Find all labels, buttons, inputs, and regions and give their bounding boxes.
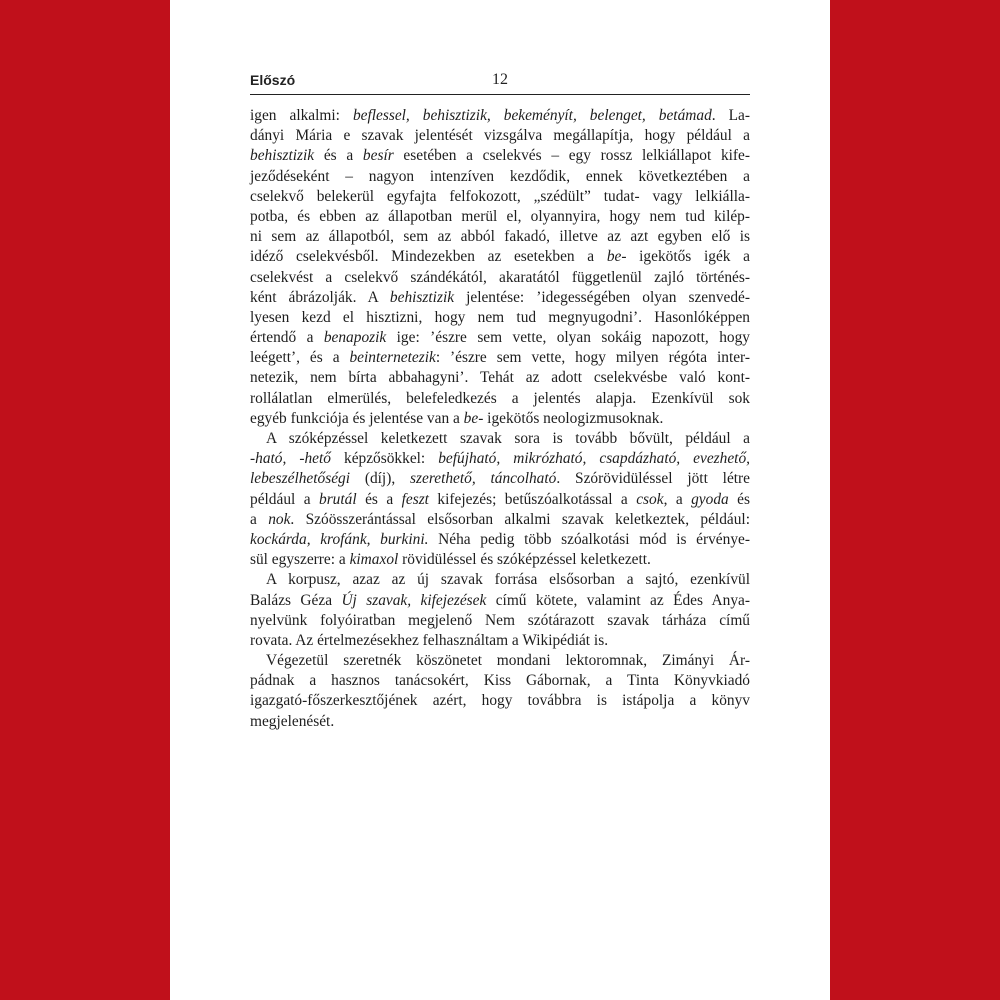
text-line: [250, 550, 750, 570]
text-run: igazgató-főszerkesztőjének azért, hogy továbbra is istápolja a könyv: [250, 692, 750, 710]
text-run: Balázs Géza: [250, 591, 342, 609]
text-run: értendő a: [250, 329, 324, 347]
italic-term: kockárda, krofánk, burkini.: [250, 530, 429, 548]
text-line: [250, 611, 750, 631]
text-run: ige: ’észre sem vette, olyan sokáig napozott, hogy: [386, 329, 750, 347]
italic-term: gyoda: [691, 490, 729, 508]
text-line: [250, 207, 750, 227]
text-run: A korpusz, azaz az új szavak forrása elsősorban a sajtó, ezenkívül: [266, 571, 750, 589]
text-line: [250, 308, 750, 328]
text-run: megjelenését.: [250, 712, 335, 730]
italic-term: be-: [606, 248, 627, 266]
text-run: Végezetül szeretnék köszönetet mondani lektoromnak, Zimányi Ár-: [266, 652, 750, 670]
text-run: cselekvő belekerül egyfajta felfokozott, „szédült” tudat- vagy lelkiálla-: [250, 187, 750, 205]
italic-term: szerethető, táncolható: [410, 470, 557, 488]
text-run: cselekvést a cselekvő szándékától, akaratától függetlenül zajló történés-: [250, 268, 750, 286]
text-line: [250, 530, 750, 550]
body-text: [250, 106, 750, 732]
text-run: kifejezés; betűszóalkotással a: [428, 490, 637, 508]
page-number: 12: [492, 71, 508, 88]
italic-term: beinternetezik: [349, 349, 436, 367]
text-run: idéző cselekvésből. Mindezekben az esetekben a: [250, 248, 607, 266]
text-line: [250, 570, 750, 590]
text-run: Néha pedig több szóalkotási mód is érvénye-: [428, 530, 750, 548]
italic-term: -ható, -hető: [250, 450, 331, 468]
italic-term: nok: [268, 510, 291, 528]
text-line: [250, 591, 750, 611]
text-run: netezik, nem bírta abbahagyni’. Tehát az adott cselekvésbe való kont-: [250, 369, 750, 387]
text-run: sül egyszerre: a: [250, 551, 350, 569]
paragraph: [250, 651, 750, 732]
text-line: [250, 348, 750, 368]
italic-term: feszt: [401, 490, 429, 508]
text-line: [250, 126, 750, 146]
text-line: [250, 671, 750, 691]
text-run: nyelvünk folyóiratban megjelenő Nem szótárazott szavak tárháza című: [250, 611, 750, 629]
text-run: képzősökkel:: [330, 450, 439, 468]
italic-term: Új szavak, kifejezések: [341, 591, 487, 609]
text-line: [250, 187, 750, 207]
paragraph: [250, 429, 750, 570]
text-run: ni sem az állapotból, sem az abból fakadó, illetve az azt egyben elő is: [250, 228, 750, 246]
text-run: (díj),: [350, 470, 411, 488]
text-run: ként ábrázolják. A: [250, 288, 390, 306]
text-line: [250, 651, 750, 671]
italic-term: brutál: [319, 490, 357, 508]
italic-term: beflessel, behisztizik, bekeményít, belenget, betámad: [352, 107, 712, 124]
text-line: [250, 106, 750, 126]
text-run: egyéb funkciója és jelentése van a: [250, 409, 464, 427]
text-line: [250, 389, 750, 409]
text-run: . Szórövidüléssel jött létre: [556, 470, 751, 488]
text-line: [250, 409, 750, 429]
section-title: Előszó: [250, 72, 296, 88]
italic-term: kimaxol: [349, 551, 399, 569]
text-line: [250, 429, 750, 449]
text-run: igen alkalmi:: [250, 107, 353, 124]
text-run: , a: [663, 490, 692, 508]
text-run: igekötős igék a: [626, 248, 750, 266]
text-run: például a: [250, 490, 319, 508]
text-line: [250, 328, 750, 348]
text-run: és a: [314, 147, 363, 165]
text-line: [250, 288, 750, 308]
italic-term: benapozik: [323, 329, 387, 347]
text-run: jeződéseként – nagyon intenzíven kezdődik, ennek következtében a: [250, 167, 750, 185]
text-line: [250, 712, 750, 732]
text-line: [250, 146, 750, 166]
text-run: dányi Mária e szavak jelentését vizsgálva megállapítja, hogy például a: [250, 127, 750, 145]
text-run: lyesen kezd el hisztizni, hogy nem tud megnyugodni’. Hasonlóképpen: [250, 308, 750, 326]
italic-term: besír: [362, 147, 394, 165]
text-line: [250, 631, 750, 651]
text-run: és: [728, 490, 750, 508]
text-run: rovata. Az értelmezésekhez felhasználtam a Wikipédiát is.: [250, 631, 609, 649]
text-line: [250, 268, 750, 288]
text-line: [250, 368, 750, 388]
text-run: pádnak a hasznos tanácsokért, Kiss Gábornak, a Tinta Könyvkiadó: [250, 672, 750, 690]
text-run: című kötete, valamint az Édes Anya-: [486, 591, 750, 609]
italic-term: csok: [636, 490, 664, 508]
text-run: potba, és ebben az állapotban merül el, olyannyira, hogy nem tud kilép-: [250, 207, 750, 225]
running-head: [250, 70, 750, 95]
italic-term: behisztizik: [389, 288, 455, 306]
italic-term: behisztizik: [250, 147, 315, 165]
text-run: igekötős neologizmusoknak.: [483, 409, 664, 427]
text-run: jelentése: ’idegességében olyan szenvedé-: [454, 288, 750, 306]
text-run: . La-: [711, 107, 750, 124]
text-line: [250, 469, 750, 489]
text-line: [250, 167, 750, 187]
paragraph: [250, 570, 750, 651]
text-line: [250, 510, 750, 530]
italic-term: be-: [463, 409, 484, 427]
text-run: és a: [356, 490, 402, 508]
text-run: esetében a cselekvés – egy rossz lelkiállapot kife-: [393, 147, 750, 165]
text-run: leégett’, és a: [250, 349, 350, 367]
text-run: A szóképzéssel keletkezett szavak sora is tovább bővült, például a: [266, 430, 750, 447]
text-line: [250, 247, 750, 267]
text-run: . Szóösszerántással elsősorban alkalmi szavak keletkeztek, például:: [290, 510, 750, 528]
book-page: [170, 0, 830, 1000]
text-line: [250, 227, 750, 247]
italic-term: lebeszélhetőségi: [250, 470, 351, 488]
paragraph: [250, 106, 750, 429]
italic-term: befújható, mikrózható, csapdázható, evezhető,: [438, 450, 751, 468]
text-run: a: [250, 510, 269, 528]
text-line: [250, 691, 750, 711]
text-run: rövidüléssel és szóképzéssel keletkezett.: [398, 551, 651, 569]
text-run: : ’észre sem vette, hogy milyen régóta inter-: [435, 349, 750, 367]
text-line: [250, 449, 750, 469]
text-line: [250, 490, 750, 510]
text-run: rollálatlan elmerülés, belefeledkezés a jelentés alapja. Ezenkívül sok: [250, 389, 750, 407]
